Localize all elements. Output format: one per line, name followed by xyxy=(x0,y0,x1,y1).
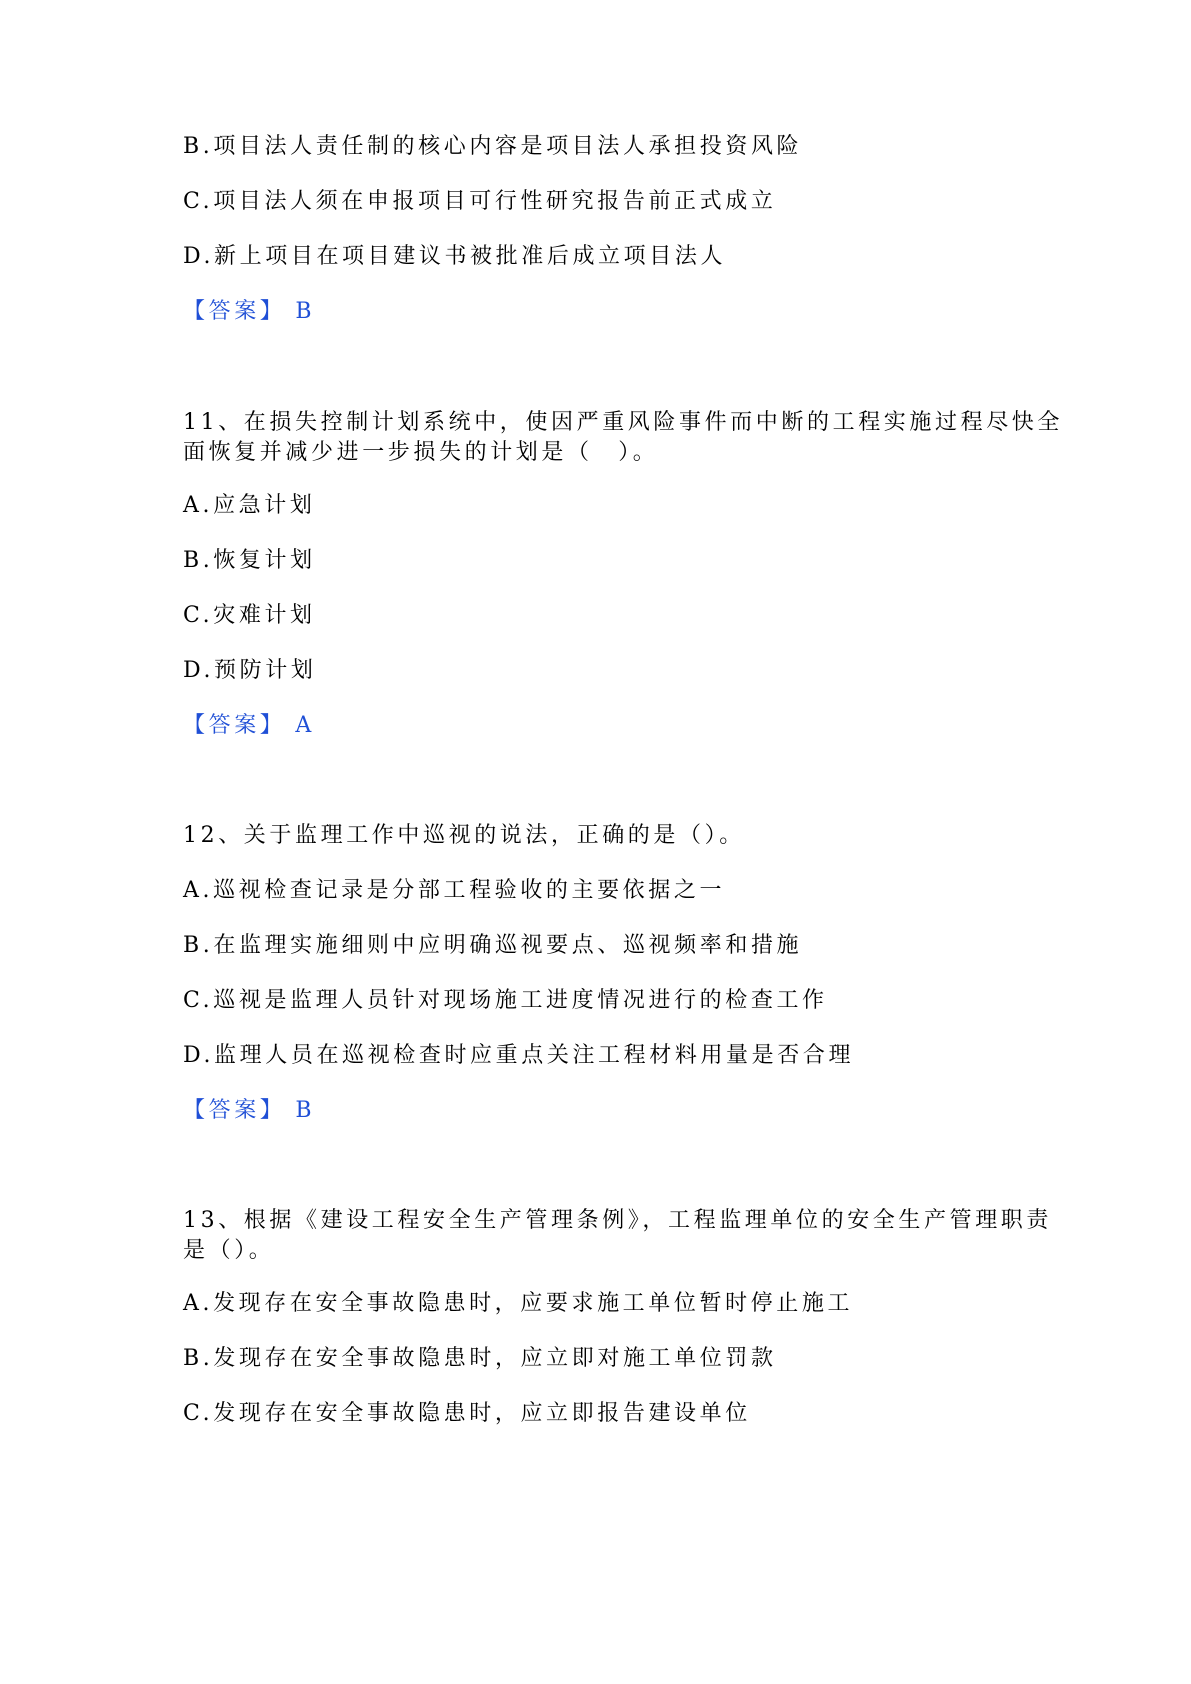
answer-tag: 【答案】 xyxy=(183,1098,286,1123)
option-line: C.灾难计划 xyxy=(183,603,316,628)
option-line: A.发现存在安全事故隐患时，应要求施工单位暂时停止施工 xyxy=(183,1291,854,1316)
answer-tag: 【答案】 xyxy=(183,713,286,738)
option-line: C.巡视是监理人员针对现场施工进度情况进行的检查工作 xyxy=(183,988,828,1013)
answer-line xyxy=(183,1096,315,1126)
question-line: 是（）。 xyxy=(183,1238,275,1263)
answer-line xyxy=(183,297,315,327)
question-line: 13、根据《建设工程安全生产管理条例》，工程监理单位的安全生产管理职责 xyxy=(183,1208,1052,1233)
answer-tag: 【答案】 xyxy=(183,299,286,324)
option-line: D.新上项目在项目建议书被批准后成立项目法人 xyxy=(183,244,727,269)
question-line: 面恢复并减少进一步损失的计划是（ ）。 xyxy=(183,440,659,465)
option-line: C.发现存在安全事故隐患时，应立即报告建设单位 xyxy=(183,1401,751,1426)
answer-value: A xyxy=(295,713,315,738)
question-line: 12、关于监理工作中巡视的说法，正确的是（）。 xyxy=(183,823,745,848)
question-line: 11、在损失控制计划系统中，使因严重风险事件而中断的工程实施过程尽快全 xyxy=(183,410,1063,435)
option-line: B.恢复计划 xyxy=(183,548,316,573)
answer-value: B xyxy=(295,1098,316,1123)
answer-value: B xyxy=(295,299,316,324)
option-line: A.应急计划 xyxy=(183,493,316,518)
option-line: A.巡视检查记录是分部工程验收的主要依据之一 xyxy=(183,878,726,903)
option-line: D.监理人员在巡视检查时应重点关注工程材料用量是否合理 xyxy=(183,1043,855,1068)
option-line: D.预防计划 xyxy=(183,658,317,683)
option-line: B.项目法人责任制的核心内容是项目法人承担投资风险 xyxy=(183,134,803,159)
answer-line xyxy=(183,711,315,741)
option-line: B.发现存在安全事故隐患时，应立即对施工单位罚款 xyxy=(183,1346,777,1371)
option-line: B.在监理实施细则中应明确巡视要点、巡视频率和措施 xyxy=(183,933,803,958)
option-line: C.项目法人须在申报项目可行性研究报告前正式成立 xyxy=(183,189,777,214)
